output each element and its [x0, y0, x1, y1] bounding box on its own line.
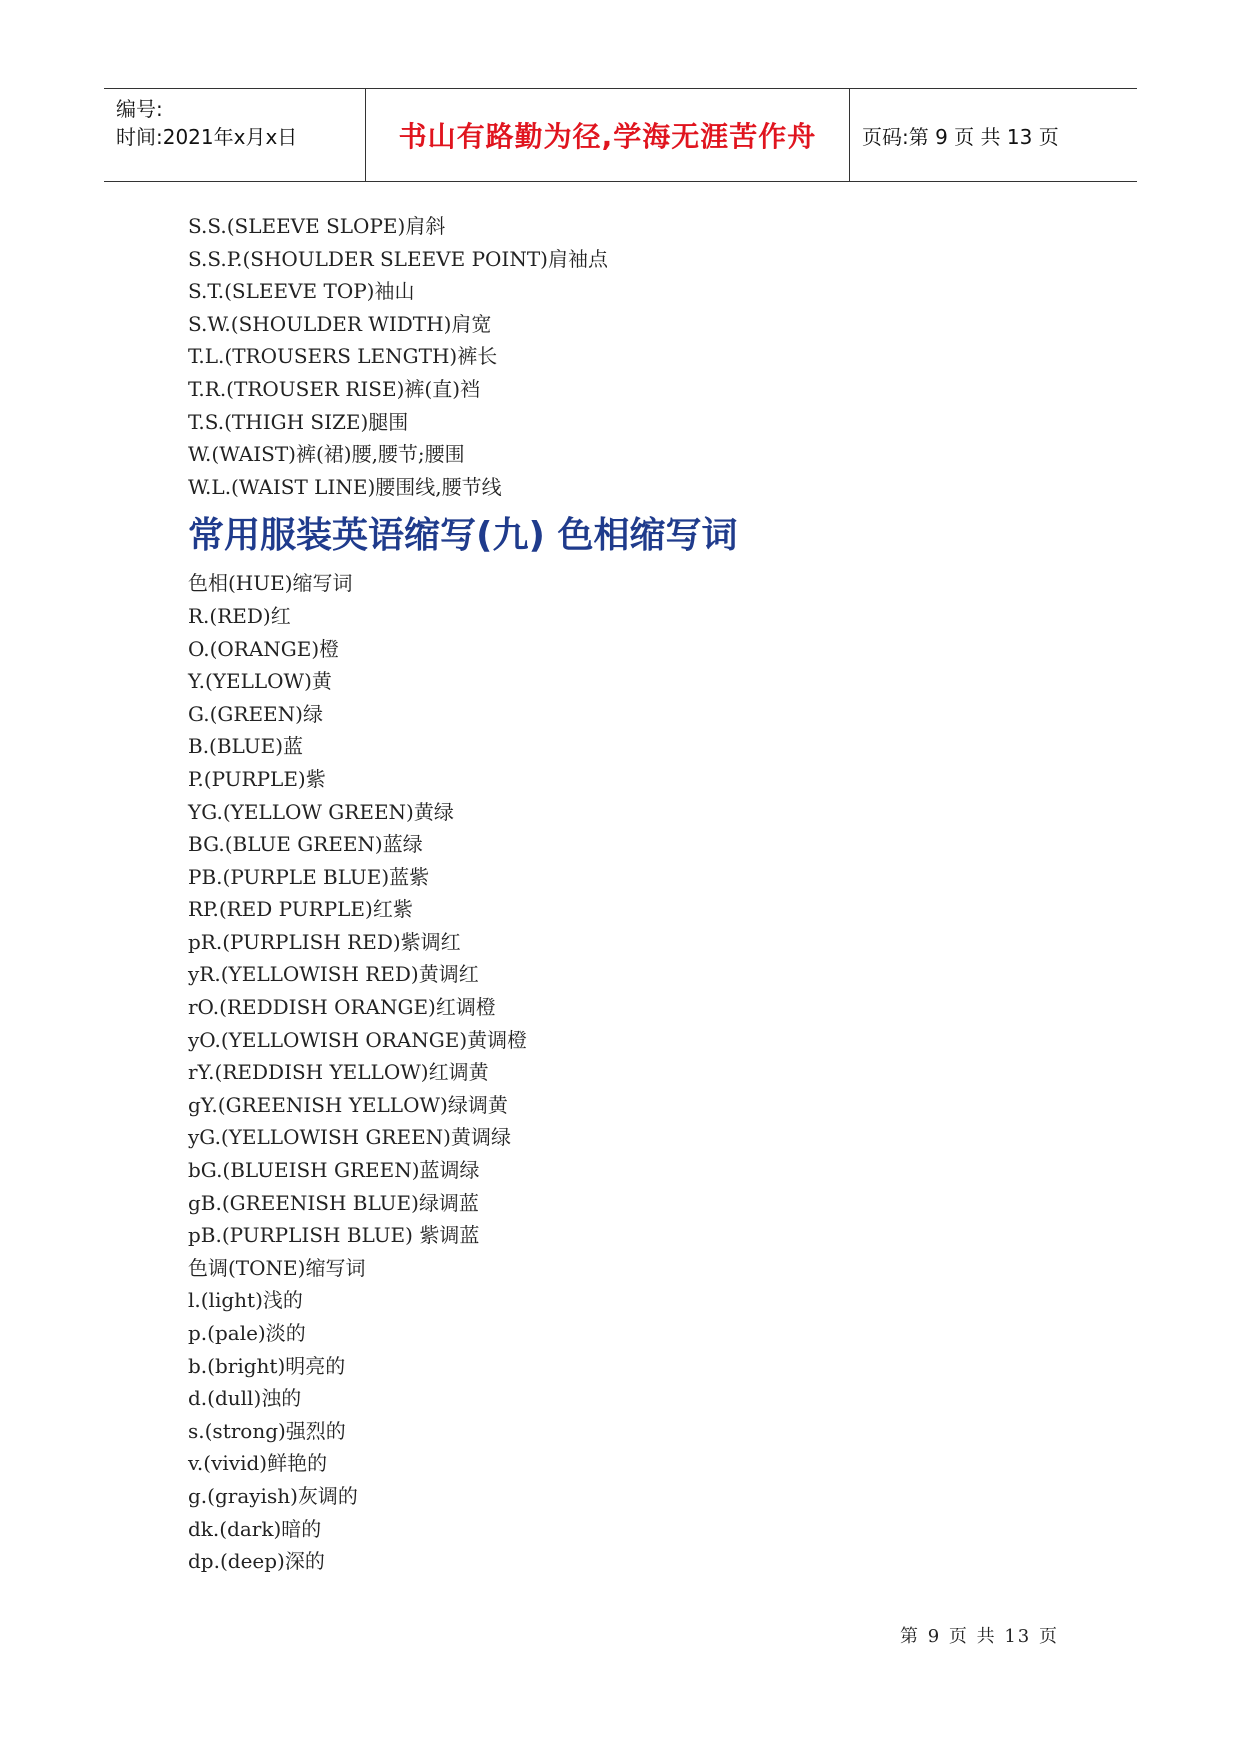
section-heading: 常用服装英语缩写(九) 色相缩写词 [188, 515, 738, 557]
list-item: d.(dull)浊的 [188, 1386, 302, 1411]
list-item: p.(pale)淡的 [188, 1321, 306, 1345]
list-item: pB.(PURPLISH BLUE) 紫调蓝 [188, 1223, 480, 1248]
list-item: Y.(YELLOW)黄 [188, 669, 332, 694]
list-item: T.L.(TROUSERS LENGTH)裤长 [188, 344, 498, 369]
number-label: 编号: [116, 97, 163, 121]
list-item: 色调(TONE)缩写词 [188, 1255, 366, 1280]
list-item: dk.(dark)暗的 [188, 1516, 322, 1541]
list-item: BG.(BLUE GREEN)蓝绿 [188, 832, 423, 857]
list-item: s.(strong)强烈的 [188, 1418, 346, 1443]
list-item: yG.(YELLOWISH GREEN)黄调绿 [188, 1125, 511, 1150]
list-item: yR.(YELLOWISH RED)黄调红 [188, 962, 479, 987]
list-item: 色相(HUE)缩写词 [188, 571, 353, 596]
list-item: S.S.(SLEEVE SLOPE)肩斜 [188, 214, 446, 238]
list-item: P.(PURPLE)紫 [188, 766, 326, 791]
header-motto: 书山有路勤为径,学海无涯苦作舟 [366, 89, 850, 181]
list-item: dp.(deep)深的 [188, 1549, 325, 1574]
page-footer: 第 9 页 共 13 页 [900, 1626, 1059, 1647]
header-page-info: 页码:第 9 页 共 13 页 [862, 124, 1059, 149]
abbreviation-list-top [188, 210, 1088, 503]
list-item: S.W.(SHOULDER WIDTH)肩宽 [188, 311, 492, 336]
list-item: RP.(RED PURPLE)红紫 [188, 897, 413, 922]
list-item: g.(grayish)灰调的 [188, 1483, 358, 1508]
list-item: gY.(GREENISH YELLOW)绿调黄 [188, 1092, 508, 1117]
document-body [188, 210, 1088, 1578]
list-item: T.S.(THIGH SIZE)腿围 [188, 409, 409, 434]
list-item: YG.(YELLOW GREEN)黄绿 [188, 799, 454, 824]
list-item: bG.(BLUEISH GREEN)蓝调绿 [188, 1158, 480, 1183]
list-item: O.(ORANGE)橙 [188, 636, 340, 661]
list-item: G.(GREEN)绿 [188, 701, 323, 726]
list-item: v.(vivid)鲜艳的 [188, 1451, 328, 1476]
abbreviation-list-bottom [188, 567, 1088, 1577]
list-item: S.T.(SLEEVE TOP)袖山 [188, 279, 415, 304]
list-item: R.(RED)红 [188, 603, 291, 628]
page-header [104, 88, 1137, 182]
list-item: W.L.(WAIST LINE)腰围线,腰节线 [188, 474, 502, 499]
list-item: W.(WAIST)裤(裙)腰,腰节;腰围 [188, 442, 465, 467]
list-item: T.R.(TROUSER RISE)裤(直)裆 [188, 376, 481, 401]
list-item: rO.(REDDISH ORANGE)红调橙 [188, 995, 496, 1020]
list-item: S.S.P.(SHOULDER SLEEVE POINT)肩袖点 [188, 246, 608, 271]
list-item: gB.(GREENISH BLUE)绿调蓝 [188, 1190, 479, 1215]
list-item: b.(bright)明亮的 [188, 1353, 346, 1378]
list-item: l.(light)浅的 [188, 1288, 303, 1313]
list-item: pR.(PURPLISH RED)紫调红 [188, 929, 461, 954]
time-label: 时间:2021年x月x日 [116, 125, 298, 149]
list-item: rY.(REDDISH YELLOW)红调黄 [188, 1060, 489, 1085]
list-item: PB.(PURPLE BLUE)蓝紫 [188, 864, 430, 889]
list-item: B.(BLUE)蓝 [188, 734, 303, 759]
list-item: yO.(YELLOWISH ORANGE)黄调橙 [188, 1027, 528, 1052]
header-meta [104, 89, 366, 181]
